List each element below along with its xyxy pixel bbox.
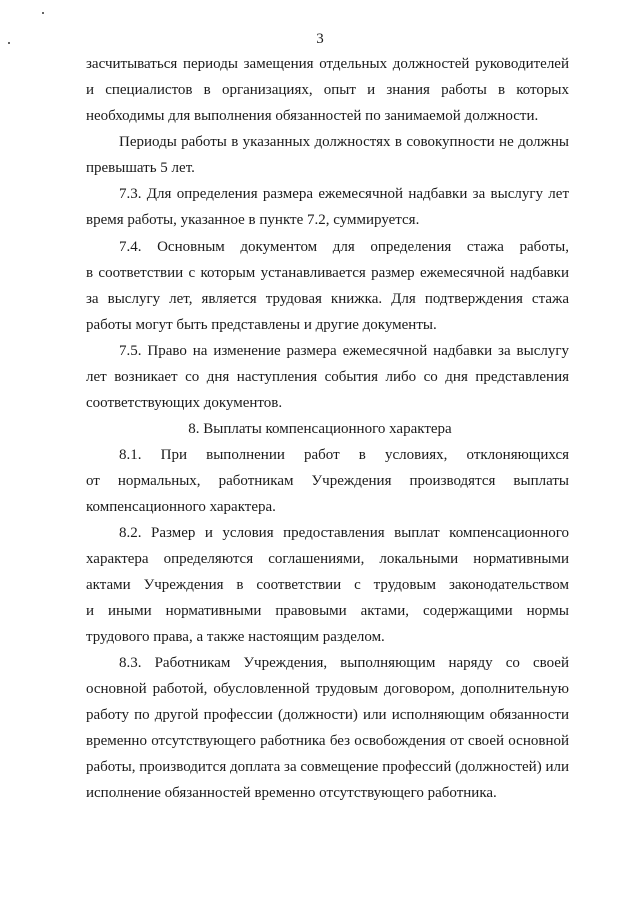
paragraph-line: исполнение обязанностей временно отсутствующего работника.	[86, 785, 497, 801]
paragraph-line: время работы, указанное в пункте 7.2, суммируется.	[86, 212, 420, 228]
paragraph-line: 8.3. Работникам Учреждения, выполняющим наряду со своей	[119, 655, 569, 671]
paragraph-line: 7.4. Основным документом для определения стажа работы,	[119, 239, 569, 255]
paragraph-line: 7.3. Для определения размера ежемесячной надбавки за выслугу лет	[119, 186, 569, 202]
paragraph-line: соответствующих документов.	[86, 395, 283, 411]
page-number: 3	[316, 31, 324, 47]
paragraph-line: засчитываться периоды замещения отдельных должностей руководителей	[86, 56, 569, 72]
paragraph-line: работу по другой профессии (должности) или исполняющим обязанности	[86, 707, 569, 723]
paragraph-line: работы, производится доплата за совмещение профессий (должностей) или	[86, 759, 569, 775]
paragraph-line: 7.5. Право на изменение размера ежемесячной надбавки за выслугу	[119, 343, 569, 359]
paragraph-line: и специалистов в организациях, опыт и знания работы в которых	[86, 82, 569, 98]
paragraph-line: компенсационного характера.	[86, 499, 276, 515]
paragraph-line: актами Учреждения в соответствии с трудовым законодательством	[86, 577, 569, 593]
scan-speck	[42, 12, 44, 14]
paragraph-line: и иными нормативными правовыми актами, содержащими нормы	[86, 603, 569, 619]
paragraph-line: за выслугу лет, является трудовая книжка. Для подтверждения стажа	[86, 291, 569, 307]
paragraph-line: в соответствии с которым устанавливается размер ежемесячной надбавки	[86, 265, 569, 281]
paragraph-line: характера определяются соглашениями, локальными нормативными	[86, 551, 569, 567]
section-heading: 8. Выплаты компенсационного характера	[188, 421, 452, 437]
paragraph-line: 8.2. Размер и условия предоставления выплат компенсационного	[119, 525, 569, 541]
paragraph-line: необходимы для выполнения обязанностей по занимаемой должности.	[86, 108, 539, 124]
paragraph-line: Периоды работы в указанных должностях в совокупности не должны	[119, 134, 569, 150]
paragraph-line: превышать 5 лет.	[86, 160, 195, 176]
paragraph-line: временно отсутствующего работника без освобождения от своей основной	[86, 733, 569, 749]
paragraph-line: трудового права, а также настоящим разделом.	[86, 629, 385, 645]
paragraph-line: от нормальных, работникам Учреждения производятся выплаты	[86, 473, 569, 489]
paragraph-line: 8.1. При выполнении работ в условиях, отклоняющихся	[119, 447, 569, 463]
paragraph-line: основной работой, обусловленной трудовым договором, дополнительную	[86, 681, 569, 697]
paragraph-line: работы могут быть представлены и другие документы.	[86, 317, 437, 333]
paragraph-line: лет возникает со дня наступления события либо со дня представления	[86, 369, 569, 385]
